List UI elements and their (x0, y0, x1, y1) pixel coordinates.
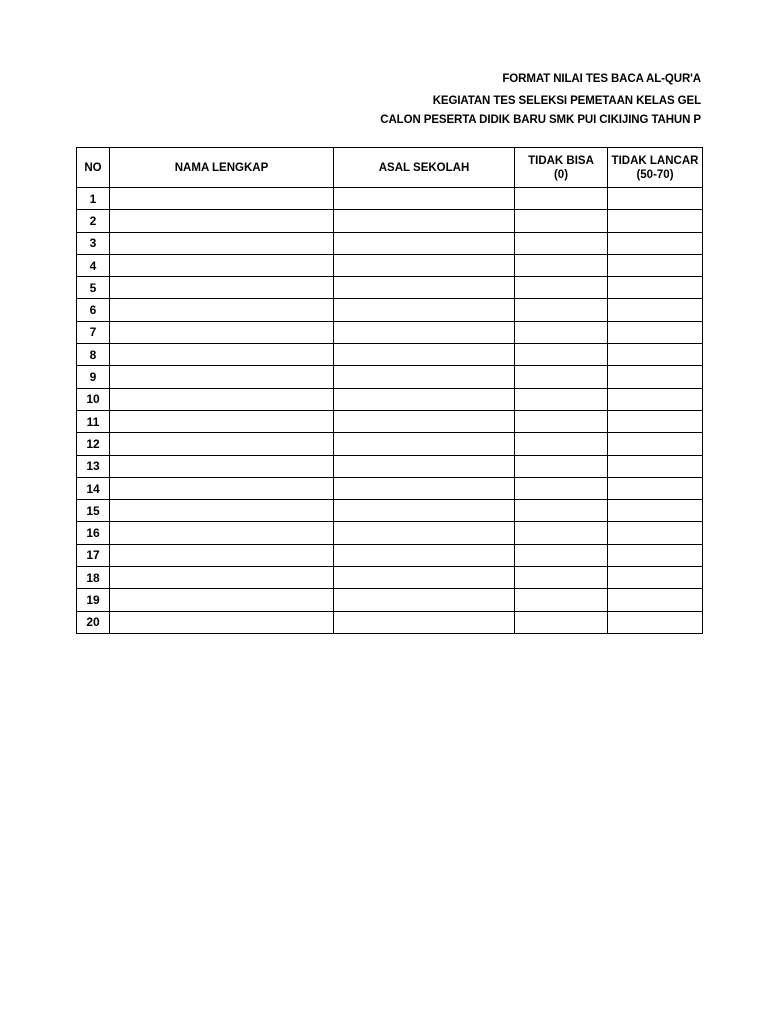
header-tidak-lancar-score: (50-70) (636, 168, 674, 181)
cell-asal-sekolah[interactable] (334, 344, 515, 366)
document-subtitle-2: CALON PESERTA DIDIK BARU SMK PUI CIKIJING TAHUN P (380, 114, 701, 126)
cell-tidak-bisa[interactable] (515, 277, 608, 299)
cell-tidak-lancar[interactable] (608, 366, 703, 388)
cell-asal-sekolah[interactable] (334, 210, 515, 232)
cell-asal-sekolah[interactable] (334, 277, 515, 299)
cell-nama-lengkap[interactable] (110, 254, 334, 276)
header-asal-sekolah: ASAL SEKOLAH (334, 148, 515, 188)
cell-asal-sekolah[interactable] (334, 321, 515, 343)
header-no: NO (77, 148, 110, 188)
cell-tidak-lancar[interactable] (608, 210, 703, 232)
cell-asal-sekolah[interactable] (334, 567, 515, 589)
cell-nama-lengkap[interactable] (110, 188, 334, 210)
cell-tidak-lancar[interactable] (608, 567, 703, 589)
cell-asal-sekolah[interactable] (334, 299, 515, 321)
cell-tidak-lancar[interactable] (608, 277, 703, 299)
table-row (77, 567, 703, 589)
table-row (77, 299, 703, 321)
cell-tidak-lancar[interactable] (608, 299, 703, 321)
cell-asal-sekolah[interactable] (334, 254, 515, 276)
cell-nama-lengkap[interactable] (110, 321, 334, 343)
cell-nama-lengkap[interactable] (110, 433, 334, 455)
cell-tidak-lancar[interactable] (608, 410, 703, 432)
cell-tidak-bisa[interactable] (515, 410, 608, 432)
cell-no: 19 (77, 589, 110, 611)
table-row (77, 455, 703, 477)
cell-tidak-lancar[interactable] (608, 388, 703, 410)
cell-no: 6 (77, 299, 110, 321)
document-title: FORMAT NILAI TES BACA AL-QUR'A (502, 73, 701, 85)
cell-tidak-bisa[interactable] (515, 477, 608, 499)
cell-no: 12 (77, 433, 110, 455)
table-row (77, 277, 703, 299)
table-row (77, 366, 703, 388)
cell-no: 8 (77, 344, 110, 366)
cell-tidak-lancar[interactable] (608, 589, 703, 611)
table-row (77, 544, 703, 566)
cell-no: 18 (77, 567, 110, 589)
cell-no: 9 (77, 366, 110, 388)
table-row (77, 410, 703, 432)
cell-nama-lengkap[interactable] (110, 277, 334, 299)
table-body (77, 188, 703, 634)
cell-tidak-bisa[interactable] (515, 455, 608, 477)
cell-tidak-bisa[interactable] (515, 522, 608, 544)
cell-asal-sekolah[interactable] (334, 433, 515, 455)
cell-tidak-lancar[interactable] (608, 232, 703, 254)
table-row (77, 232, 703, 254)
cell-asal-sekolah[interactable] (334, 366, 515, 388)
cell-nama-lengkap[interactable] (110, 589, 334, 611)
cell-tidak-bisa[interactable] (515, 544, 608, 566)
cell-tidak-lancar[interactable] (608, 254, 703, 276)
cell-tidak-bisa[interactable] (515, 232, 608, 254)
cell-asal-sekolah[interactable] (334, 188, 515, 210)
cell-tidak-lancar[interactable] (608, 188, 703, 210)
cell-nama-lengkap[interactable] (110, 210, 334, 232)
cell-no: 5 (77, 277, 110, 299)
cell-no: 20 (77, 611, 110, 633)
cell-asal-sekolah[interactable] (334, 522, 515, 544)
cell-no: 17 (77, 544, 110, 566)
cell-no: 7 (77, 321, 110, 343)
score-table (76, 147, 703, 634)
header-nama-lengkap: NAMA LENGKAP (110, 148, 334, 188)
table-row (77, 321, 703, 343)
cell-tidak-bisa[interactable] (515, 611, 608, 633)
header-tidak-bisa-label: TIDAK BISA (528, 154, 594, 167)
cell-tidak-bisa[interactable] (515, 188, 608, 210)
cell-no: 11 (77, 410, 110, 432)
cell-nama-lengkap[interactable] (110, 344, 334, 366)
table-row (77, 433, 703, 455)
cell-no: 2 (77, 210, 110, 232)
header-tidak-lancar (608, 148, 703, 188)
cell-tidak-bisa[interactable] (515, 210, 608, 232)
cell-nama-lengkap[interactable] (110, 388, 334, 410)
cell-tidak-bisa[interactable] (515, 366, 608, 388)
cell-tidak-lancar[interactable] (608, 500, 703, 522)
cell-nama-lengkap[interactable] (110, 567, 334, 589)
table-row (77, 500, 703, 522)
table-row (77, 611, 703, 633)
cell-no: 15 (77, 500, 110, 522)
cell-no: 3 (77, 232, 110, 254)
table-header-row (77, 148, 703, 188)
cell-nama-lengkap[interactable] (110, 544, 334, 566)
cell-nama-lengkap[interactable] (110, 366, 334, 388)
cell-tidak-bisa[interactable] (515, 254, 608, 276)
cell-tidak-bisa[interactable] (515, 321, 608, 343)
cell-tidak-lancar[interactable] (608, 433, 703, 455)
cell-no: 16 (77, 522, 110, 544)
cell-nama-lengkap[interactable] (110, 410, 334, 432)
cell-asal-sekolah[interactable] (334, 232, 515, 254)
cell-asal-sekolah[interactable] (334, 455, 515, 477)
cell-no: 14 (77, 477, 110, 499)
table-row (77, 388, 703, 410)
cell-asal-sekolah[interactable] (334, 410, 515, 432)
header-tidak-lancar-label: TIDAK LANCAR (611, 154, 699, 167)
cell-tidak-bisa[interactable] (515, 567, 608, 589)
cell-asal-sekolah[interactable] (334, 388, 515, 410)
cell-tidak-lancar[interactable] (608, 611, 703, 633)
cell-nama-lengkap[interactable] (110, 500, 334, 522)
cell-no: 4 (77, 254, 110, 276)
cell-tidak-lancar[interactable] (608, 344, 703, 366)
cell-no: 10 (77, 388, 110, 410)
table-row (77, 344, 703, 366)
cell-nama-lengkap[interactable] (110, 477, 334, 499)
cell-nama-lengkap[interactable] (110, 232, 334, 254)
cell-tidak-bisa[interactable] (515, 589, 608, 611)
cell-no: 1 (77, 188, 110, 210)
cell-nama-lengkap[interactable] (110, 522, 334, 544)
cell-asal-sekolah[interactable] (334, 589, 515, 611)
table-row (77, 210, 703, 232)
document-subtitle: KEGIATAN TES SELEKSI PEMETAAN KELAS GEL (432, 95, 701, 107)
cell-tidak-bisa[interactable] (515, 299, 608, 321)
cell-asal-sekolah[interactable] (334, 477, 515, 499)
cell-tidak-lancar[interactable] (608, 522, 703, 544)
cell-nama-lengkap[interactable] (110, 455, 334, 477)
header-tidak-bisa (515, 148, 608, 188)
table-row (77, 254, 703, 276)
cell-asal-sekolah[interactable] (334, 544, 515, 566)
cell-tidak-bisa[interactable] (515, 344, 608, 366)
cell-asal-sekolah[interactable] (334, 500, 515, 522)
cell-no: 13 (77, 455, 110, 477)
cell-nama-lengkap[interactable] (110, 299, 334, 321)
table-row (77, 522, 703, 544)
cell-tidak-lancar[interactable] (608, 455, 703, 477)
table-row (77, 188, 703, 210)
header-tidak-bisa-score: (0) (553, 168, 569, 181)
cell-asal-sekolah[interactable] (334, 611, 515, 633)
table-row (77, 589, 703, 611)
cell-tidak-lancar[interactable] (608, 321, 703, 343)
table-row (77, 477, 703, 499)
cell-tidak-lancar[interactable] (608, 544, 703, 566)
cell-tidak-lancar[interactable] (608, 477, 703, 499)
cell-tidak-bisa[interactable] (515, 433, 608, 455)
cell-nama-lengkap[interactable] (110, 611, 334, 633)
cell-tidak-bisa[interactable] (515, 500, 608, 522)
cell-tidak-bisa[interactable] (515, 388, 608, 410)
